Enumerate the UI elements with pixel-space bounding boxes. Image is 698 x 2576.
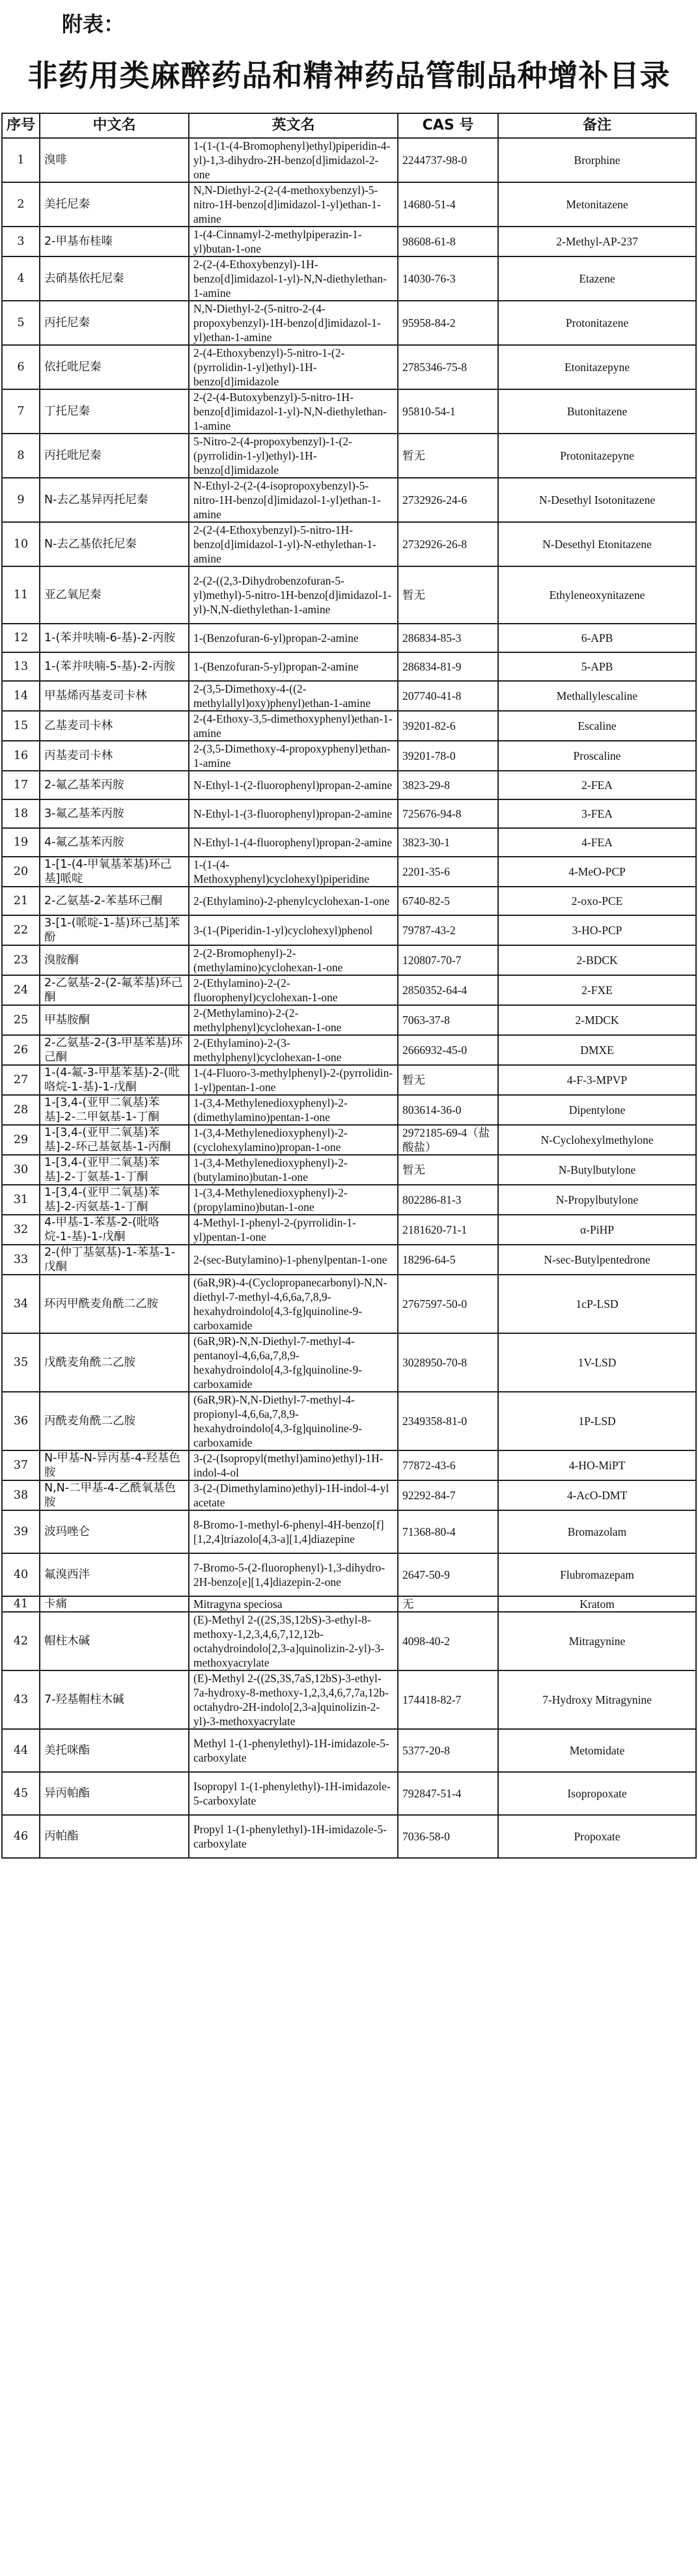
cas-number: 71368-80-4: [398, 1510, 498, 1553]
table-row: [2, 945, 696, 975]
english-name: 1-(4-Cinnamyl-2-methylpiperazin-1-yl)butan-1-one: [189, 227, 398, 256]
header-no: 序号: [2, 113, 40, 138]
row-number: 3: [2, 227, 40, 256]
cas-number: 77872-43-6: [398, 1450, 498, 1480]
english-name: 1-(3,4-Methylenedioxyphenyl)-2-(cyclohexylamino)propan-1-one: [189, 1125, 398, 1155]
remark: Bromazolam: [498, 1510, 696, 1553]
table-row: [2, 1245, 696, 1275]
cas-number: 39201-82-6: [398, 711, 498, 741]
cas-number: 2181620-71-1: [398, 1215, 498, 1245]
row-number: 41: [2, 1596, 40, 1612]
chinese-name: 丙托尼秦: [40, 301, 189, 345]
chinese-name: 1-(4-氟-3-甲基苯基)-2-(吡咯烷-1-基)-1-戊酮: [40, 1065, 189, 1095]
remark: 7-Hydroxy Mitragynine: [498, 1670, 696, 1729]
table-row: [2, 389, 696, 434]
chinese-name: 丁托尼秦: [40, 389, 189, 434]
table-row: [2, 1392, 696, 1450]
table-row: [2, 828, 696, 857]
remark: 6-APB: [498, 624, 696, 652]
remark: 4-MeO-PCP: [498, 857, 696, 887]
row-number: 2: [2, 182, 40, 227]
table-row: [2, 1612, 696, 1670]
table-row: [2, 345, 696, 389]
cas-number: 120807-70-7: [398, 945, 498, 975]
remark: Escaline: [498, 711, 696, 741]
cas-number: 3823-29-8: [398, 771, 498, 799]
chinese-name: 7-羟基帽柱木碱: [40, 1670, 189, 1729]
remark: Etazene: [498, 256, 696, 301]
cas-number: 14030-76-3: [398, 256, 498, 301]
cas-number: 792847-51-4: [398, 1772, 498, 1815]
table-body: [2, 138, 696, 1858]
chinese-name: 3-氟乙基苯丙胺: [40, 799, 189, 828]
remark: Butonitazene: [498, 389, 696, 434]
table-row: [2, 857, 696, 887]
chinese-name: 1-(苯并呋喃-5-基)-2-丙胺: [40, 652, 189, 681]
table-row: [2, 975, 696, 1005]
cas-number: 2850352-64-4: [398, 975, 498, 1005]
table-row: [2, 1005, 696, 1035]
english-name: 3-(2-(Isopropyl(methyl)amino)ethyl)-1H-indol-4-ol: [189, 1450, 398, 1480]
chinese-name: 甲基胺酮: [40, 1005, 189, 1035]
cas-number: 7063-37-8: [398, 1005, 498, 1035]
english-name: 3-(2-(Dimethylamino)ethyl)-1H-indol-4-yl acetate: [189, 1480, 398, 1510]
english-name: Methyl 1-(1-phenylethyl)-1H-imidazole-5-carboxylate: [189, 1729, 398, 1772]
remark: 2-BDCK: [498, 945, 696, 975]
english-name: Mitragyna speciosa: [189, 1596, 398, 1612]
row-number: 28: [2, 1095, 40, 1125]
row-number: 7: [2, 389, 40, 434]
cas-number: 4098-40-2: [398, 1612, 498, 1670]
chinese-name: 4-甲基-1-苯基-2-(吡咯烷-1-基)-1-戊酮: [40, 1215, 189, 1245]
chinese-name: 1-[3,4-(亚甲二氧基)苯基]-2-丙氨基-1-丁酮: [40, 1185, 189, 1215]
chinese-name: 2-乙氨基-2-苯基环己酮: [40, 887, 189, 915]
table-row: [2, 915, 696, 945]
chinese-name: 戊酰麦角酰二乙胺: [40, 1333, 189, 1392]
english-name: 8-Bromo-1-methyl-6-phenyl-4H-benzo[f][1,2,4]triazolo[4,3-a][1,4]diazepine: [189, 1510, 398, 1553]
cas-number: 2767597-50-0: [398, 1275, 498, 1333]
table-row: [2, 138, 696, 182]
english-name: 2-(2-(4-Butoxybenzyl)-5-nitro-1H-benzo[d]imidazol-1-yl)-N,N-diethylethan-1-amine: [189, 389, 398, 434]
english-name: 1-(Benzofuran-5-yl)propan-2-amine: [189, 652, 398, 681]
row-number: 13: [2, 652, 40, 681]
table-row: [2, 1215, 696, 1245]
remark: 2-MDCK: [498, 1005, 696, 1035]
table-row: [2, 1553, 696, 1596]
row-number: 29: [2, 1125, 40, 1155]
english-name: (E)-Methyl 2-((2S,3S,12bS)-3-ethyl-8-methoxy-1,2,3,4,6,7,12,12b-octahydroindolo[2,3-a]quinolizin-2-yl)-3-methoxyacrylate: [189, 1612, 398, 1670]
chinese-name: N-甲基-N-异丙基-4-羟基色胺: [40, 1450, 189, 1480]
cas-number: 2647-50-9: [398, 1553, 498, 1596]
row-number: 42: [2, 1612, 40, 1670]
table-row: [2, 1185, 696, 1215]
chinese-name: 1-[3,4-(亚甲二氧基)苯基]-2-丁氨基-1-丁酮: [40, 1155, 189, 1185]
table-row: [2, 1510, 696, 1553]
remark: 4-FEA: [498, 828, 696, 857]
row-number: 11: [2, 566, 40, 624]
remark: 4-F-3-MPVP: [498, 1065, 696, 1095]
english-name: 3-(1-(Piperidin-1-yl)cyclohexyl)phenol: [189, 915, 398, 945]
english-name: 2-(3,5-Dimethoxy-4-propoxyphenyl)ethan-1-amine: [189, 741, 398, 771]
remark: Protonitazepyne: [498, 434, 696, 478]
row-number: 16: [2, 741, 40, 771]
remark: Isopropoxate: [498, 1772, 696, 1815]
chinese-name: 溴啡: [40, 138, 189, 182]
row-number: 21: [2, 887, 40, 915]
table-row: [2, 1450, 696, 1480]
chinese-name: 2-乙氨基-2-(3-甲基苯基)环己酮: [40, 1035, 189, 1065]
cas-number: 暂无: [398, 1065, 498, 1095]
row-number: 46: [2, 1815, 40, 1858]
cas-number: 39201-78-0: [398, 741, 498, 771]
row-number: 14: [2, 681, 40, 711]
english-name: 5-Nitro-2-(4-propoxybenzyl)-1-(2-(pyrrolidin-1-yl)ethyl)-1H-benzo[d]imidazole: [189, 434, 398, 478]
english-name: 2-(sec-Butylamino)-1-phenylpentan-1-one: [189, 1245, 398, 1275]
row-number: 10: [2, 522, 40, 566]
row-number: 37: [2, 1450, 40, 1480]
substance-table: [1, 113, 697, 1859]
remark: 1P-LSD: [498, 1392, 696, 1450]
remark: Metonitazene: [498, 182, 696, 227]
row-number: 25: [2, 1005, 40, 1035]
table-row: [2, 799, 696, 828]
row-number: 17: [2, 771, 40, 799]
row-number: 36: [2, 1392, 40, 1450]
row-number: 4: [2, 256, 40, 301]
table-row: [2, 1125, 696, 1155]
table-row: [2, 522, 696, 566]
remark: Kratom: [498, 1596, 696, 1612]
english-name: 2-(2-((2,3-Dihydrobenzofuran-5-yl)methyl)-5-nitro-1H-benzo[d]imidazol-1-yl)-N,N-diethylethan-1-amine: [189, 566, 398, 624]
table-row: [2, 681, 696, 711]
row-number: 1: [2, 138, 40, 182]
chinese-name: 2-乙氨基-2-(2-氟苯基)环己酮: [40, 975, 189, 1005]
remark: N-Propylbutylone: [498, 1185, 696, 1215]
chinese-name: 甲基烯丙基麦司卡林: [40, 681, 189, 711]
row-number: 40: [2, 1553, 40, 1596]
chinese-name: 帽柱木碱: [40, 1612, 189, 1670]
remark: 1V-LSD: [498, 1333, 696, 1392]
cas-number: 2349358-81-0: [398, 1392, 498, 1450]
remark: Ethyleneoxynitazene: [498, 566, 696, 624]
row-number: 32: [2, 1215, 40, 1245]
table-row: [2, 227, 696, 256]
chinese-name: 1-[3,4-(亚甲二氧基)苯基]-2-环己基氨基-1-丙酮: [40, 1125, 189, 1155]
chinese-name: N-去乙基异丙托尼秦: [40, 478, 189, 522]
row-number: 23: [2, 945, 40, 975]
english-name: 2-(2-(4-Ethoxybenzyl)-5-nitro-1H-benzo[d]imidazol-1-yl)-N-ethylethan-1-amine: [189, 522, 398, 566]
table-row: [2, 1155, 696, 1185]
cas-number: 18296-64-5: [398, 1245, 498, 1275]
row-number: 35: [2, 1333, 40, 1392]
chinese-name: 2-甲基布桂嗪: [40, 227, 189, 256]
chinese-name: N,N-二甲基-4-乙酰氧基色胺: [40, 1480, 189, 1510]
remark: 2-FXE: [498, 975, 696, 1005]
table-row: [2, 1772, 696, 1815]
remark: Brorphine: [498, 138, 696, 182]
chinese-name: 1-[3,4-(亚甲二氧基)苯基]-2-二甲氨基-1-丁酮: [40, 1095, 189, 1125]
row-number: 44: [2, 1729, 40, 1772]
chinese-name: N-去乙基依托尼秦: [40, 522, 189, 566]
row-number: 19: [2, 828, 40, 857]
table-row: [2, 887, 696, 915]
chinese-name: 2-(仲丁基氨基)-1-苯基-1-戊酮: [40, 1245, 189, 1275]
english-name: 7-Bromo-5-(2-fluorophenyl)-1,3-dihydro-2H-benzo[e][1,4]diazepin-2-one: [189, 1553, 398, 1596]
cas-number: 286834-81-9: [398, 652, 498, 681]
row-number: 31: [2, 1185, 40, 1215]
remark: Methallylescaline: [498, 681, 696, 711]
remark: Metomidate: [498, 1729, 696, 1772]
header-cn: 中文名: [40, 113, 189, 138]
english-name: (6aR,9R)-4-(Cyclopropanecarbonyl)-N,N-diethyl-7-methyl-4,6,6a,7,8,9-hexahydroindolo[4,3-fg]quinoline-9-carboxamide: [189, 1275, 398, 1333]
remark: N-Cyclohexylmethylone: [498, 1125, 696, 1155]
cas-number: 725676-94-8: [398, 799, 498, 828]
cas-number: 2201-35-6: [398, 857, 498, 887]
remark: α-PiHP: [498, 1215, 696, 1245]
english-name: 4-Methyl-1-phenyl-2-(pyrrolidin-1-yl)pentan-1-one: [189, 1215, 398, 1245]
cas-number: 2972185-69-4（盐酸盐）: [398, 1125, 498, 1155]
english-name: 1-(4-Fluoro-3-methylphenyl)-2-(pyrrolidin-1-yl)pentan-1-one: [189, 1065, 398, 1095]
table-row: [2, 434, 696, 478]
english-name: 1-(1-(1-(4-Bromophenyl)ethyl)piperidin-4-yl)-1,3-dihydro-2H-benzo[d]imidazol-2-one: [189, 138, 398, 182]
row-number: 18: [2, 799, 40, 828]
row-number: 9: [2, 478, 40, 522]
cas-number: 174418-82-7: [398, 1670, 498, 1729]
row-number: 6: [2, 345, 40, 389]
remark: Propoxate: [498, 1815, 696, 1858]
remark: 2-FEA: [498, 771, 696, 799]
remark: Dipentylone: [498, 1095, 696, 1125]
english-name: 2-(3,5-Dimethoxy-4-((2-methylallyl)oxy)phenyl)ethan-1-amine: [189, 681, 398, 711]
row-number: 27: [2, 1065, 40, 1095]
chinese-name: 丙基麦司卡林: [40, 741, 189, 771]
english-name: 2-(Ethylamino)-2-phenylcyclohexan-1-one: [189, 887, 398, 915]
english-name: 2-(2-Bromophenyl)-2-(methylamino)cyclohexan-1-one: [189, 945, 398, 975]
remark: Protonitazene: [498, 301, 696, 345]
chinese-name: 4-氟乙基苯丙胺: [40, 828, 189, 857]
chinese-name: 美托尼秦: [40, 182, 189, 227]
row-number: 15: [2, 711, 40, 741]
cas-number: 2666932-45-0: [398, 1035, 498, 1065]
row-number: 5: [2, 301, 40, 345]
table-header-row: [2, 113, 696, 138]
cas-number: 3028950-70-8: [398, 1333, 498, 1392]
remark: 2-oxo-PCE: [498, 887, 696, 915]
english-name: N,N-Diethyl-2-(5-nitro-2-(4-propoxybenzyl)-1H-benzo[d]imidazol-1-yl)ethan-1-amine: [189, 301, 398, 345]
table-row: [2, 566, 696, 624]
english-name: (E)-Methyl 2-((2S,3S,7aS,12bS)-3-ethyl-7a-hydroxy-8-methoxy-1,2,3,4,6,7,7a,12b-octahydro-2H-indolo[2,3-a]quinolizin-2-yl)-3-methoxyacrylate: [189, 1670, 398, 1729]
english-name: N-Ethyl-1-(4-fluorophenyl)propan-2-amine: [189, 828, 398, 857]
chinese-name: 3-[1-(哌啶-1-基)环己基]苯酚: [40, 915, 189, 945]
remark: 2-Methyl-AP-237: [498, 227, 696, 256]
chinese-name: 氟溴西泮: [40, 1553, 189, 1596]
row-number: 30: [2, 1155, 40, 1185]
english-name: 2-(Ethylamino)-2-(3-methylphenyl)cyclohexan-1-one: [189, 1035, 398, 1065]
remark: Proscaline: [498, 741, 696, 771]
cas-number: 92292-84-7: [398, 1480, 498, 1510]
chinese-name: 2-氟乙基苯丙胺: [40, 771, 189, 799]
row-number: 24: [2, 975, 40, 1005]
remark: 4-AcO-DMT: [498, 1480, 696, 1510]
table-row: [2, 1333, 696, 1392]
row-number: 38: [2, 1480, 40, 1510]
table-row: [2, 771, 696, 799]
remark: Flubromazepam: [498, 1553, 696, 1596]
chinese-name: 环丙甲酰麦角酰二乙胺: [40, 1275, 189, 1333]
header-cas: CAS 号: [398, 113, 498, 138]
table-row: [2, 652, 696, 681]
cas-number: 802286-81-3: [398, 1185, 498, 1215]
table-row: [2, 1596, 696, 1612]
chinese-name: 丙酰麦角酰二乙胺: [40, 1392, 189, 1450]
chinese-name: 乙基麦司卡林: [40, 711, 189, 741]
appendix-label: 附表：: [62, 12, 125, 36]
chinese-name: 美托咪酯: [40, 1729, 189, 1772]
row-number: 26: [2, 1035, 40, 1065]
header-en: 英文名: [189, 113, 398, 138]
remark: 3-FEA: [498, 799, 696, 828]
remark: N-Butylbutylone: [498, 1155, 696, 1185]
cas-number: 3823-30-1: [398, 828, 498, 857]
row-number: 20: [2, 857, 40, 887]
table-row: [2, 741, 696, 771]
remark: Mitragynine: [498, 1612, 696, 1670]
remark: Etonitazepyne: [498, 345, 696, 389]
cas-number: 2732926-26-8: [398, 522, 498, 566]
cas-number: 2732926-24-6: [398, 478, 498, 522]
english-name: 2-(Ethylamino)-2-(2-fluorophenyl)cyclohexan-1-one: [189, 975, 398, 1005]
table-row: [2, 1729, 696, 1772]
english-name: 2-(Methylamino)-2-(2-methylphenyl)cyclohexan-1-one: [189, 1005, 398, 1035]
english-name: 1-(3,4-Methylenedioxyphenyl)-2-(butylamino)butan-1-one: [189, 1155, 398, 1185]
row-number: 45: [2, 1772, 40, 1815]
english-name: 1-(Benzofuran-6-yl)propan-2-amine: [189, 624, 398, 652]
english-name: (6aR,9R)-N,N-Diethyl-7-methyl-4-propionyl-4,6,6a,7,8,9-hexahydroindolo[4,3-fg]quinoline-9-carboxamide: [189, 1392, 398, 1450]
cas-number: 5377-20-8: [398, 1729, 498, 1772]
cas-number: 207740-41-8: [398, 681, 498, 711]
table-row: [2, 624, 696, 652]
table-row: [2, 478, 696, 522]
remark: N-sec-Butylpentedrone: [498, 1245, 696, 1275]
cas-number: 7036-58-0: [398, 1815, 498, 1858]
cas-number: 暂无: [398, 434, 498, 478]
cas-number: 79787-43-2: [398, 915, 498, 945]
english-name: (6aR,9R)-N,N-Diethyl-7-methyl-4-pentanoyl-4,6,6a,7,8,9-hexahydroindolo[4,3-fg]quinoline-9-carboxamide: [189, 1333, 398, 1392]
row-number: 12: [2, 624, 40, 652]
remark: 4-HO-MiPT: [498, 1450, 696, 1480]
english-name: 2-(4-Ethoxybenzyl)-5-nitro-1-(2-(pyrrolidin-1-yl)ethyl)-1H-benzo[d]imidazole: [189, 345, 398, 389]
table-row: [2, 711, 696, 741]
row-number: 39: [2, 1510, 40, 1553]
english-name: 1-(1-(4-Methoxyphenyl)cyclohexyl)piperidine: [189, 857, 398, 887]
table-row: [2, 1095, 696, 1125]
english-name: 1-(3,4-Methylenedioxyphenyl)-2-(dimethylamino)pentan-1-one: [189, 1095, 398, 1125]
row-number: 43: [2, 1670, 40, 1729]
header-note: 备注: [498, 113, 696, 138]
chinese-name: 丙托吡尼秦: [40, 434, 189, 478]
table-row: [2, 1670, 696, 1729]
chinese-name: 依托吡尼秦: [40, 345, 189, 389]
cas-number: 95958-84-2: [398, 301, 498, 345]
cas-number: 2785346-75-8: [398, 345, 498, 389]
cas-number: 98608-61-8: [398, 227, 498, 256]
chinese-name: 1-[1-(4-甲氧基苯基)环己基]哌啶: [40, 857, 189, 887]
remark: 5-APB: [498, 652, 696, 681]
cas-number: 暂无: [398, 1155, 498, 1185]
table-row: [2, 1065, 696, 1095]
table-row: [2, 1035, 696, 1065]
chinese-name: 异丙帕酯: [40, 1772, 189, 1815]
cas-number: 803614-36-0: [398, 1095, 498, 1125]
row-number: 34: [2, 1275, 40, 1333]
chinese-name: 丙帕酯: [40, 1815, 189, 1858]
english-name: 2-(4-Ethoxy-3,5-dimethoxyphenyl)ethan-1-amine: [189, 711, 398, 741]
chinese-name: 卡痛: [40, 1596, 189, 1612]
table-row: [2, 1480, 696, 1510]
chinese-name: 波玛唑仑: [40, 1510, 189, 1553]
document-title: 非药用类麻醉药品和精神药品管制品种增补目录: [27, 58, 671, 93]
table-row: [2, 182, 696, 227]
english-name: N-Ethyl-2-(2-(4-isopropoxybenzyl)-5-nitro-1H-benzo[d]imidazol-1-yl)ethan-1-amine: [189, 478, 398, 522]
chinese-name: 溴胺酮: [40, 945, 189, 975]
row-number: 8: [2, 434, 40, 478]
table-row: [2, 256, 696, 301]
remark: DMXE: [498, 1035, 696, 1065]
english-name: 1-(3,4-Methylenedioxyphenyl)-2-(propylamino)butan-1-one: [189, 1185, 398, 1215]
table-row: [2, 1815, 696, 1858]
cas-number: 6740-82-5: [398, 887, 498, 915]
remark: 1cP-LSD: [498, 1275, 696, 1333]
cas-number: 暂无: [398, 566, 498, 624]
english-name: Propyl 1-(1-phenylethyl)-1H-imidazole-5-carboxylate: [189, 1815, 398, 1858]
english-name: 2-(2-(4-Ethoxybenzyl)-1H-benzo[d]imidazol-1-yl)-N,N-diethylethan-1-amine: [189, 256, 398, 301]
cas-number: 286834-85-3: [398, 624, 498, 652]
english-name: Isopropyl 1-(1-phenylethyl)-1H-imidazole-5-carboxylate: [189, 1772, 398, 1815]
table-row: [2, 301, 696, 345]
remark: N-Desethyl Isotonitazene: [498, 478, 696, 522]
cas-number: 无: [398, 1596, 498, 1612]
chinese-name: 去硝基依托尼秦: [40, 256, 189, 301]
table-row: [2, 1275, 696, 1333]
cas-number: 2244737-98-0: [398, 138, 498, 182]
english-name: N-Ethyl-1-(3-fluorophenyl)propan-2-amine: [189, 799, 398, 828]
chinese-name: 1-(苯并呋喃-6-基)-2-丙胺: [40, 624, 189, 652]
chinese-name: 亚乙氧尼秦: [40, 566, 189, 624]
cas-number: 14680-51-4: [398, 182, 498, 227]
remark: N-Desethyl Etonitazene: [498, 522, 696, 566]
row-number: 22: [2, 915, 40, 945]
remark: 3-HO-PCP: [498, 915, 696, 945]
cas-number: 95810-54-1: [398, 389, 498, 434]
row-number: 33: [2, 1245, 40, 1275]
english-name: N-Ethyl-1-(2-fluorophenyl)propan-2-amine: [189, 771, 398, 799]
english-name: N,N-Diethyl-2-(2-(4-methoxybenzyl)-5-nitro-1H-benzo[d]imidazol-1-yl)ethan-1-amine: [189, 182, 398, 227]
